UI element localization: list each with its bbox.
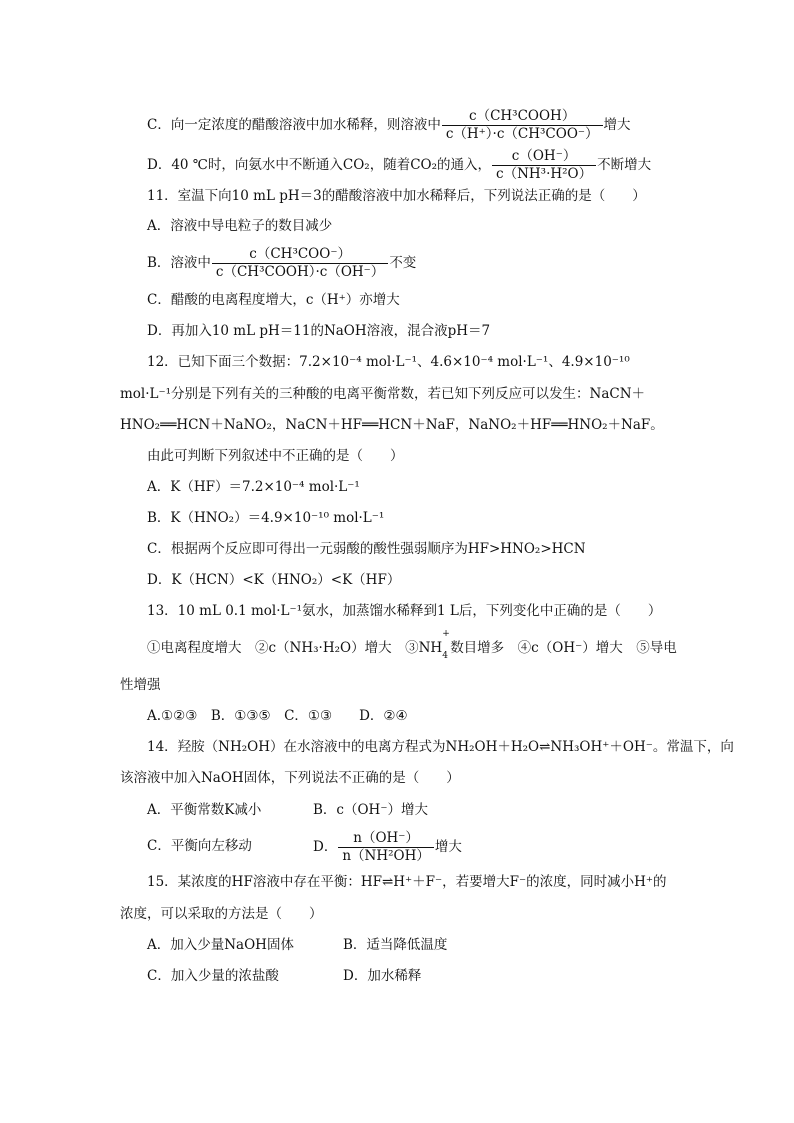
q13-stem: 13．10 mL 0.1 mol·L⁻¹氨水，加蒸馏水稀释到1 L后，下列变化中正确的是（ ）	[147, 603, 662, 619]
q11-option-a: A．溶液中导电粒子的数目减少	[147, 218, 333, 234]
q10c-numerator: c（CH³COOH）	[442, 108, 603, 126]
q11-option-b	[147, 246, 416, 281]
q13-ion-subscript: 4	[442, 651, 448, 661]
q15-option-a: A．加入少量NaOH固体	[147, 937, 294, 953]
q15-option-d: D．加水稀释	[343, 968, 422, 984]
q13-options	[147, 629, 677, 661]
q11b-denominator: c（CH³COOH）·c（OH⁻）	[215, 264, 385, 280]
q13-options-part1: ①电离程度增大 ②c（NH₃·H₂O）增大 ③NH	[147, 640, 443, 656]
q14-option-b: B．c（OH⁻）增大	[313, 802, 428, 818]
q13-ion-superscript: +	[442, 629, 450, 639]
q13-ion-charge	[442, 629, 450, 661]
q12-line2: mol·L⁻¹分别是下列有关的三种酸的电离平衡常数，若已知下列反应可以发生：NaCN＋	[120, 386, 646, 402]
q15-option-b: B．适当降低温度	[343, 937, 448, 953]
q14d-denominator: n（NH²OH）	[342, 848, 430, 864]
q10c-fraction	[442, 108, 603, 143]
q11b-text: B．溶液中	[147, 255, 211, 271]
q15-option-c: C．加入少量的浓盐酸	[147, 968, 279, 984]
q12-option-c: C．根据两个反应即可得出一元弱酸的酸性强弱顺序为HF>HNO₂>HCN	[147, 541, 586, 557]
q12-line4: 由此可判断下列叙述中不正确的是（ ）	[147, 448, 404, 464]
q14d-post: 增大	[434, 839, 462, 855]
q14-line1: 14．羟胺（NH₂OH）在水溶液中的电离方程式为NH₂OH＋H₂O⇌NH₃OH⁺＋OH⁻。常温下，向	[147, 739, 734, 755]
q14-option-d	[313, 830, 462, 865]
q10d-text: D．40 ℃时，向氨水中不断通入CO₂，随着CO₂的通入，	[147, 157, 492, 173]
q10d-post: 不断增大	[597, 157, 652, 173]
q10c-post: 增大	[603, 117, 631, 133]
q12-option-b: B．K（HNO₂）＝4.9×10⁻¹⁰ mol·L⁻¹	[147, 510, 385, 526]
q11-option-c: C．醋酸的电离程度增大，c（H⁺）亦增大	[147, 292, 400, 308]
q11-stem: 11．室温下向10 mL pH＝3的醋酸溶液中加水稀释后，下列说法正确的是（ ）	[147, 188, 646, 204]
q11-option-d: D．再加入10 mL pH＝11的NaOH溶液，混合液pH＝7	[147, 323, 491, 339]
q11b-post: 不变	[389, 255, 417, 271]
q12-option-d: D．K（HCN）<K（HNO₂）<K（HF）	[147, 572, 401, 588]
q14d-fraction	[338, 830, 434, 865]
q12-option-a: A．K（HF）＝7.2×10⁻⁴ mol·L⁻¹	[147, 479, 360, 495]
q10-option-d	[147, 148, 651, 183]
q10d-fraction	[492, 148, 596, 183]
q13-options-cont: 性增强	[120, 677, 161, 693]
q14d-text: D．	[313, 839, 338, 855]
q15-line2: 浓度，可以采取的方法是（ ）	[120, 906, 323, 922]
q14-option-a: A．平衡常数K减小	[147, 802, 262, 818]
q14-option-c: C．平衡向左移动	[147, 838, 252, 854]
q12-line1: 12．已知下面三个数据：7.2×10⁻⁴ mol·L⁻¹、4.6×10⁻⁴ mol·L⁻¹、4.9×10⁻¹⁰	[147, 354, 630, 370]
q10c-text: C．向一定浓度的醋酸溶液中加水稀释，则溶液中	[147, 117, 441, 133]
q13-choices: A.①②③ B．①③⑤ C．①③ D．②④	[147, 708, 408, 724]
q12-line3: HNO₂══HCN＋NaNO₂，NaCN＋HF══HCN＋NaF，NaNO₂＋HF══HNO₂＋NaF。	[120, 417, 664, 433]
q14-line2: 该溶液中加入NaOH固体，下列说法不正确的是（ ）	[120, 770, 460, 786]
q11b-fraction	[212, 246, 388, 281]
q10c-denominator: c（H⁺）·c（CH³COO⁻）	[445, 126, 599, 142]
q11b-numerator: c（CH³COO⁻）	[212, 246, 388, 264]
q10d-denominator: c（NH³·H²O）	[496, 166, 593, 182]
q10d-numerator: c（OH⁻）	[492, 148, 596, 166]
q10-option-c	[147, 108, 631, 143]
q14d-numerator: n（OH⁻）	[338, 830, 434, 848]
q15-line1: 15．某浓度的HF溶液中存在平衡：HF⇌H⁺＋F⁻，若要增大F⁻的浓度，同时减小H⁺的	[147, 874, 667, 890]
q13-options-part2: 数目增多 ④c（OH⁻）增大 ⑤导电	[450, 640, 677, 656]
